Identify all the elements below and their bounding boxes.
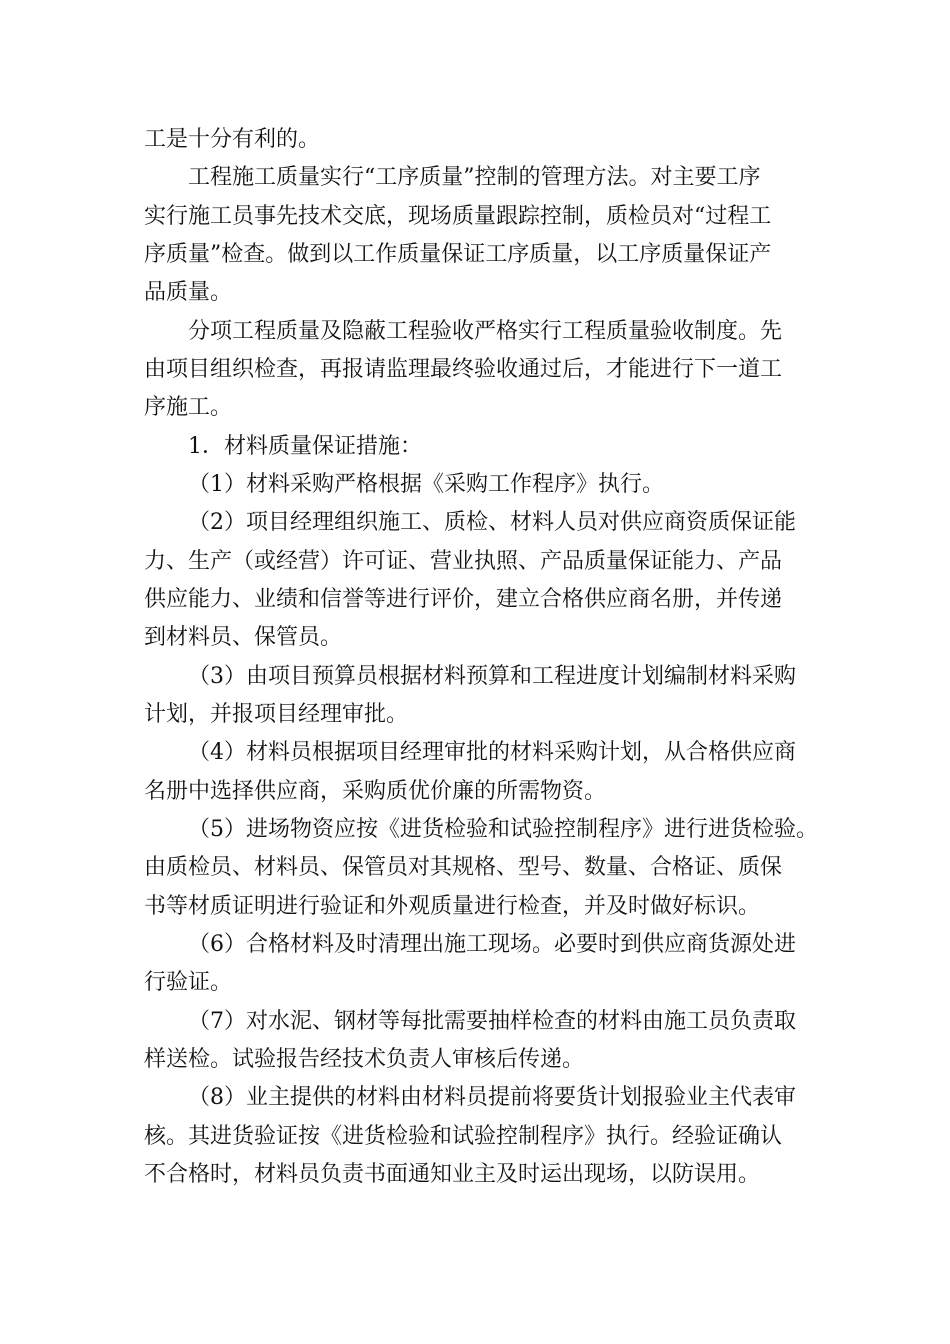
text-line: 工程施工质量实行“工序质量”控制的管理方法。对主要工序 bbox=[188, 165, 761, 190]
text-line: 行验证。 bbox=[144, 970, 233, 995]
text-line: 力、生产（或经营）许可证、营业执照、产品质量保证能力、产品 bbox=[144, 549, 783, 574]
text-line: 供应能力、业绩和信誉等进行评价，建立合格供应商名册，并传递 bbox=[144, 587, 783, 612]
text-line: 核。其进货验证按《进货检验和试验控制程序》执行。经验证确认 bbox=[144, 1124, 783, 1149]
text-line: （2）项目经理组织施工、质检、材料人员对供应商资质保证能 bbox=[188, 510, 796, 535]
text-line: （4）材料员根据项目经理审批的材料采购计划，从合格供应商 bbox=[188, 740, 796, 765]
text-line: （5）进场物资应按《进货检验和试验控制程序》进行进货检验。 bbox=[188, 817, 818, 842]
text-line: 工是十分有利的。 bbox=[144, 127, 321, 152]
text-line: 计划，并报项目经理审批。 bbox=[144, 702, 409, 727]
text-line: 样送检。试验报告经技术负责人审核后传递。 bbox=[144, 1047, 585, 1072]
text-line: 品质量。 bbox=[144, 280, 233, 305]
text-line: 分项工程质量及隐蔽工程验收严格实行工程质量验收制度。先 bbox=[188, 319, 783, 344]
text-line: 实行施工员事先技术交底，现场质量跟踪控制，质检员对“过程工 bbox=[144, 204, 772, 229]
text-line: 序质量”检查。做到以工作质量保证工序质量，以工序质量保证产 bbox=[144, 242, 772, 267]
text-line: 序施工。 bbox=[144, 395, 233, 420]
text-line: 名册中选择供应商，采购质优价廉的所需物资。 bbox=[144, 779, 607, 804]
text-line: 到材料员、保管员。 bbox=[144, 625, 343, 650]
text-line: （7）对水泥、钢材等每批需要抽样检查的材料由施工员负责取 bbox=[188, 1009, 796, 1034]
text-line: （8）业主提供的材料由材料员提前将要货计划报验业主代表审 bbox=[188, 1085, 796, 1110]
text-line: 由项目组织检查，再报请监理最终验收通过后，才能进行下一道工 bbox=[144, 357, 783, 382]
section-heading: 1．材料质量保证措施： bbox=[188, 434, 422, 459]
text-line: 书等材质证明进行验证和外观质量进行检查，并及时做好标识。 bbox=[144, 894, 761, 919]
text-line: （3）由项目预算员根据材料预算和工程进度计划编制材料采购 bbox=[188, 664, 796, 689]
text-line: （1）材料采购严格根据《采购工作程序》执行。 bbox=[188, 472, 664, 497]
text-line: 不合格时，材料员负责书面通知业主及时运出现场，以防误用。 bbox=[144, 1162, 761, 1187]
text-line: （6）合格材料及时清理出施工现场。必要时到供应商货源处进 bbox=[188, 932, 796, 957]
text-line: 由质检员、材料员、保管员对其规格、型号、数量、合格证、质保 bbox=[144, 855, 783, 880]
